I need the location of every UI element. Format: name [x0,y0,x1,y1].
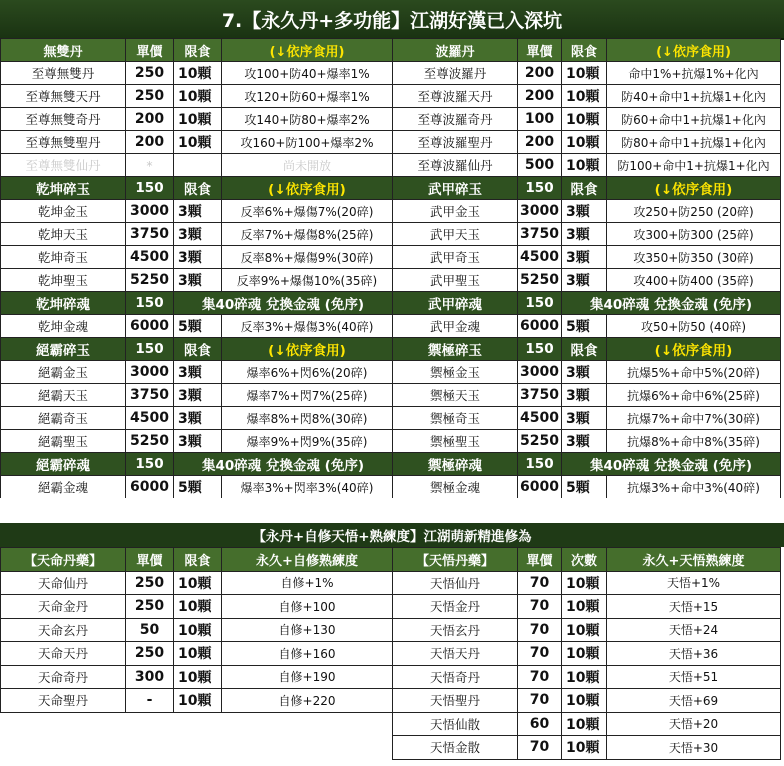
item-limit: 10顆 [562,642,607,666]
group-header-name: 【天悟丹藥】 [393,548,518,572]
item-name: 天命聖丹 [1,689,126,713]
item-price: 60 [518,713,562,737]
item-name: 天命金丹 [1,595,126,619]
item-price: 250 [126,642,174,666]
item-name: 天命玄丹 [1,619,126,643]
item-limit: 10顆 [562,572,607,596]
item-limit: 10顆 [562,62,607,85]
item-effect: 反率6%+爆傷7%(20碎) [222,200,393,223]
right-upper-table [392,38,781,522]
section-order: (↓依序食用) [222,177,393,200]
item-name: 至尊波羅聖丹 [393,131,518,154]
item-name: 天悟仙丹 [393,572,518,596]
item-name: 武甲聖玉 [393,269,518,292]
item-price: 70 [518,595,562,619]
section-price: 150 [126,292,174,315]
item-limit: 3顆 [174,269,222,292]
page-title: 7.【永久丹+多功能】江湖好漢已入深坑 [0,0,784,40]
item-limit: 10顆 [562,713,607,737]
item-name: 至尊波羅仙丹 [393,154,518,177]
item-effect: 防100+命中1+抗爆1+化內 [607,154,781,177]
price-header: 單價 [126,39,174,62]
item-effect: 天悟+24 [607,619,781,643]
item-name: 至尊波羅天丹 [393,85,518,108]
item-effect: 攻100+防40+爆率1% [222,62,393,85]
item-effect: 反率3%+爆傷3%(40碎) [222,315,393,338]
section-name: 禦極碎魂 [393,453,518,476]
item-limit: 3顆 [562,430,607,453]
item-price: 250 [126,62,174,85]
item-limit: 3顆 [174,384,222,407]
item-name: 武甲奇玉 [393,246,518,269]
item-limit: 10顆 [562,108,607,131]
item-price: 200 [126,108,174,131]
item-limit: 10顆 [174,572,222,596]
bottom-left-table [0,547,393,713]
item-name: 天悟玄丹 [393,619,518,643]
section-order: (↓依序食用) [222,338,393,361]
price-header: 單價 [126,548,174,572]
item-effect: 自修+190 [222,666,393,690]
item-limit: 5顆 [174,476,222,499]
section-name: 乾坤碎魂 [1,292,126,315]
item-limit: 3顆 [174,430,222,453]
section-price: 150 [126,177,174,200]
item-effect: 攻250+防250 (20碎) [607,200,781,223]
item-name: 絕霸天玉 [1,384,126,407]
item-price: 6000 [126,315,174,338]
item-name: 天悟聖丹 [393,689,518,713]
item-effect: 天悟+20 [607,713,781,737]
section-name: 禦極碎玉 [393,338,518,361]
item-price: 3000 [126,200,174,223]
item-price: 70 [518,666,562,690]
item-effect: 自修+130 [222,619,393,643]
item-price: 250 [126,595,174,619]
limit-header: 限食 [562,39,607,62]
item-effect: 攻300+防300 (25碎) [607,223,781,246]
item-effect: 自修+160 [222,642,393,666]
item-name: 禦極奇玉 [393,407,518,430]
section-name: 絕霸碎玉 [1,338,126,361]
item-price: 5250 [518,269,562,292]
item-name: 武甲金魂 [393,315,518,338]
item-price: 3750 [518,223,562,246]
item-effect: 抗爆3%+命中3%(40碎) [607,476,781,499]
item-price: 200 [126,131,174,154]
item-name: 乾坤天玉 [1,223,126,246]
item-price: 4500 [518,407,562,430]
item-limit: 3顆 [562,269,607,292]
item-limit: 10顆 [562,131,607,154]
item-name: 天命仙丹 [1,572,126,596]
item-limit: 10顆 [562,666,607,690]
item-name: 乾坤金玉 [1,200,126,223]
item-name: 至尊無雙仙丹 [1,154,126,177]
item-price: 70 [518,572,562,596]
limit-header: 限食 [174,39,222,62]
item-name: 乾坤聖玉 [1,269,126,292]
item-price: - [126,689,174,713]
item-limit: 10顆 [174,131,222,154]
section-limit: 限食 [174,177,222,200]
item-effect: 反率9%+爆傷10%(35碎) [222,269,393,292]
item-limit: 10顆 [562,154,607,177]
item-limit: 10顆 [174,108,222,131]
item-price: * [126,154,174,177]
item-limit: 10顆 [174,619,222,643]
item-price: 200 [518,85,562,108]
item-price: 3000 [518,361,562,384]
item-name: 天悟仙散 [393,713,518,737]
section-price: 150 [518,177,562,200]
item-effect: 攻140+防80+爆率2% [222,108,393,131]
order-header: (↓依序食用) [607,39,781,62]
item-limit: 3顆 [174,361,222,384]
section-price: 150 [518,338,562,361]
item-effect: 爆率7%+閃7%(25碎) [222,384,393,407]
item-effect: 反率7%+爆傷8%(25碎) [222,223,393,246]
item-limit: 3顆 [174,223,222,246]
item-price: 50 [126,619,174,643]
item-price: 3000 [126,361,174,384]
item-limit: 10顆 [174,689,222,713]
order-header: (↓依序食用) [222,39,393,62]
item-limit: 5顆 [562,476,607,499]
item-name: 禦極天玉 [393,384,518,407]
section-limit: 限食 [562,338,607,361]
item-effect: 天悟+1% [607,572,781,596]
effect-header: 永久+天悟熟練度 [607,548,781,572]
item-price: 200 [518,131,562,154]
item-limit: 3顆 [562,384,607,407]
item-effect: 抗爆6%+命中6%(25碎) [607,384,781,407]
item-effect: 攻160+防100+爆率2% [222,131,393,154]
item-price: 4500 [518,246,562,269]
item-effect: 天悟+69 [607,689,781,713]
item-effect: 自修+100 [222,595,393,619]
item-price: 250 [126,572,174,596]
item-name: 天悟奇丹 [393,666,518,690]
item-price: 3750 [126,223,174,246]
item-price: 5250 [126,269,174,292]
group-header-name: 波羅丹 [393,39,518,62]
item-name: 至尊波羅奇丹 [393,108,518,131]
item-name: 至尊無雙天丹 [1,85,126,108]
item-limit: 3顆 [562,407,607,430]
item-effect: 攻350+防350 (30碎) [607,246,781,269]
section-name: 乾坤碎玉 [1,177,126,200]
section-name: 武甲碎魂 [393,292,518,315]
item-effect: 抗爆7%+命中7%(30碎) [607,407,781,430]
item-effect: 自修+1% [222,572,393,596]
item-effect: 天悟+15 [607,595,781,619]
item-limit: 10顆 [562,689,607,713]
item-price: 300 [126,666,174,690]
bottom-section-title: 【永丹+自修天悟+熟練度】江湖萌新精進修為 [0,523,784,547]
item-effect: 攻400+防400 (35碎) [607,269,781,292]
item-price: 3000 [518,200,562,223]
price-header: 單價 [518,548,562,572]
section-price: 150 [518,453,562,476]
item-name: 武甲金玉 [393,200,518,223]
item-price: 500 [518,154,562,177]
item-effect: 爆率9%+閃9%(35碎) [222,430,393,453]
left-upper-table [0,38,393,522]
item-limit: 10顆 [174,666,222,690]
item-name: 禦極金魂 [393,476,518,499]
item-effect: 攻120+防60+爆率1% [222,85,393,108]
section-price: 150 [126,453,174,476]
item-name: 絕霸聖玉 [1,430,126,453]
section-name: 絕霸碎魂 [1,453,126,476]
item-price: 70 [518,689,562,713]
item-price: 4500 [126,246,174,269]
item-name: 至尊無雙奇丹 [1,108,126,131]
item-name: 禦極金玉 [393,361,518,384]
limit-header: 限食 [174,548,222,572]
item-effect: 天悟+30 [607,736,781,760]
item-price: 5250 [126,430,174,453]
item-price: 6000 [126,476,174,499]
item-effect: 防40+命中1+抗爆1+化內 [607,85,781,108]
section-price: 150 [518,292,562,315]
item-price: 3750 [126,384,174,407]
item-price: 4500 [126,407,174,430]
item-name: 武甲天玉 [393,223,518,246]
effect-header: 永久+自修熟練度 [222,548,393,572]
item-price: 5250 [518,430,562,453]
item-effect: 命中1%+抗爆1%+化內 [607,62,781,85]
item-name: 至尊波羅丹 [393,62,518,85]
group-header-name: 【天命丹藥】 [1,548,126,572]
item-effect: 爆率8%+閃8%(30碎) [222,407,393,430]
item-price: 70 [518,619,562,643]
item-limit: 10顆 [174,62,222,85]
item-name: 絕霸金魂 [1,476,126,499]
item-limit: 3顆 [562,246,607,269]
item-limit [174,154,222,177]
section-limit: 限食 [562,177,607,200]
item-limit: 3顆 [562,200,607,223]
item-price: 70 [518,736,562,760]
item-price: 250 [126,85,174,108]
item-limit: 10顆 [174,642,222,666]
price-header: 單價 [518,39,562,62]
item-name: 天悟天丹 [393,642,518,666]
item-name: 至尊無雙聖丹 [1,131,126,154]
item-limit: 3顆 [562,361,607,384]
item-effect: 攻50+防50 (40碎) [607,315,781,338]
item-effect: 反率8%+爆傷9%(30碎) [222,246,393,269]
bottom-right-table [392,547,781,760]
section-limit: 限食 [174,338,222,361]
item-effect: 爆率6%+閃6%(20碎) [222,361,393,384]
item-name: 乾坤金魂 [1,315,126,338]
item-effect: 防60+命中1+抗爆1+化內 [607,108,781,131]
count-header: 次數 [562,548,607,572]
item-name: 禦極聖玉 [393,430,518,453]
item-price: 3750 [518,384,562,407]
item-effect: 抗爆5%+命中5%(20碎) [607,361,781,384]
item-limit: 10顆 [562,85,607,108]
item-effect: 防80+命中1+抗爆1+化內 [607,131,781,154]
item-name: 乾坤奇玉 [1,246,126,269]
section-order: (↓依序食用) [607,338,781,361]
section-note: 集40碎魂 兌換金魂 (免序) [562,453,781,476]
section-note: 集40碎魂 兌換金魂 (免序) [174,453,393,476]
item-effect: 天悟+51 [607,666,781,690]
item-name: 至尊無雙丹 [1,62,126,85]
item-limit: 10顆 [562,619,607,643]
item-effect: 自修+220 [222,689,393,713]
item-name: 天悟金散 [393,736,518,760]
item-limit: 5顆 [174,315,222,338]
item-price: 6000 [518,476,562,499]
item-effect: 尚未開放 [222,154,393,177]
section-price: 150 [126,338,174,361]
item-effect: 爆率3%+閃率3%(40碎) [222,476,393,499]
item-name: 天悟金丹 [393,595,518,619]
item-limit: 10顆 [174,595,222,619]
item-limit: 5顆 [562,315,607,338]
section-gap [0,498,784,523]
section-note: 集40碎魂 兌換金魂 (免序) [174,292,393,315]
group-header-name: 無雙丹 [1,39,126,62]
item-name: 天命奇丹 [1,666,126,690]
item-limit: 10顆 [562,736,607,760]
section-order: (↓依序食用) [607,177,781,200]
section-note: 集40碎魂 兌換金魂 (免序) [562,292,781,315]
item-price: 70 [518,642,562,666]
item-name: 天命天丹 [1,642,126,666]
item-effect: 天悟+36 [607,642,781,666]
item-limit: 10顆 [562,595,607,619]
item-limit: 3顆 [562,223,607,246]
item-price: 100 [518,108,562,131]
item-limit: 3顆 [174,200,222,223]
item-name: 絕霸奇玉 [1,407,126,430]
item-limit: 3顆 [174,407,222,430]
item-limit: 3顆 [174,246,222,269]
item-limit: 10顆 [174,85,222,108]
item-effect: 抗爆8%+命中8%(35碎) [607,430,781,453]
item-price: 200 [518,62,562,85]
item-name: 絕霸金玉 [1,361,126,384]
section-name: 武甲碎玉 [393,177,518,200]
item-price: 6000 [518,315,562,338]
